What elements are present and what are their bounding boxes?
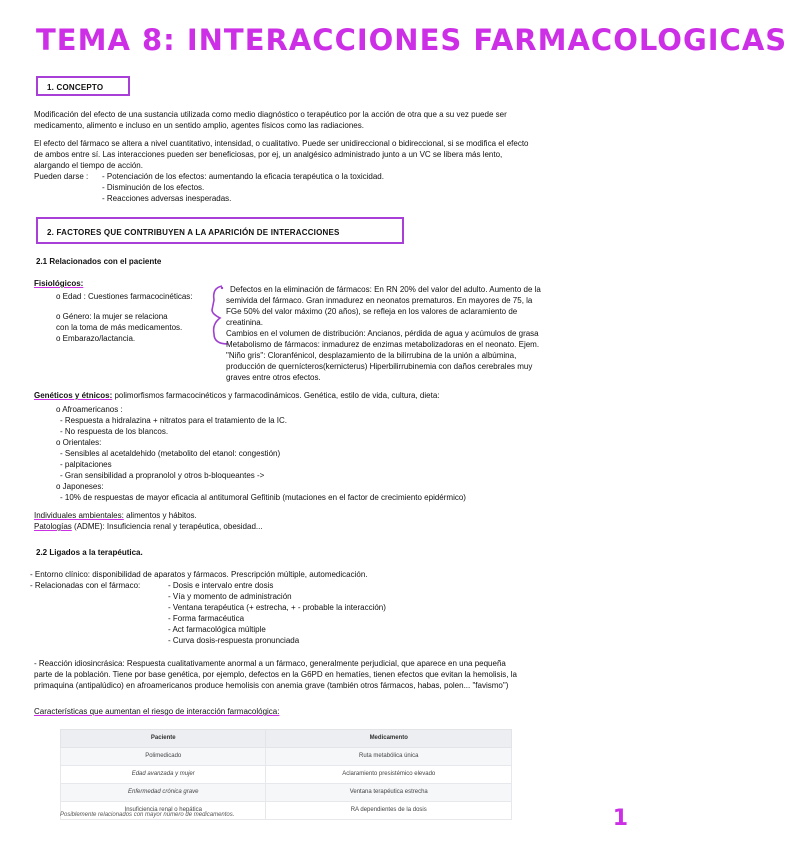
pathologies-text: (ADME): Insuficiencia renal y terapéutica, obesidad... [71, 522, 263, 531]
risk-table [60, 729, 512, 820]
table-cell: Insuficiencia renal o hepática [61, 802, 266, 820]
subsection-2-1: 2.1 Relacionados con el paciente [36, 257, 162, 266]
ethnic-item: - palpitaciones [60, 460, 112, 469]
table-cell: Ventana terapéutica estrecha [266, 784, 512, 802]
list-item: - Dosis e intervalo entre dosis [168, 581, 274, 590]
genetic-line [34, 391, 440, 401]
ethnic-item: - Gran sensibilidad a propranolol y otros b-bloqueantes -> [60, 471, 265, 480]
age-detail-line3: FGe 50% del valor máximo (20 años), se refleja en los valores de aclaramiento de [226, 307, 518, 316]
concept-p2-line3: alargando el tiempo de acción. [34, 161, 143, 170]
table-row [61, 784, 512, 802]
age-detail-line1: Defectos en la eliminación de fármacos: En RN 20% del valor del adulto. Aumento de la [230, 285, 541, 294]
drug-related-label: - Relacionadas con el fármaco: [30, 581, 141, 590]
section-2-heading-text: 2. FACTORES QUE CONTRIBUYEN A LA APARICIÓN DE INTERACCIONES [47, 228, 340, 237]
list-item: - Act farmacológica múltiple [168, 625, 266, 634]
environmental-text: alimentos y hábitos. [123, 511, 197, 520]
physiological-label: Fisiológicos: [34, 279, 84, 288]
concept-p1-line2: medicamento, alimento e incluso en un sentido amplio, agentes físicos como las radiaciones. [34, 121, 364, 130]
table-cell: Enfermedad crónica grave [61, 784, 266, 802]
clinical-environment: - Entorno clínico: disponibilidad de aparatos y fármacos. Prescripción múltiple, automedicación. [30, 570, 368, 579]
concept-p2-line2: de ambos entre sí. Las interacciones pueden ser beneficiosas, por ej, un analgésico administrado junto a un VC se libera más lento, [34, 150, 503, 159]
gender-item-line1: o Género: la mujer se relaciona [56, 312, 168, 321]
table-row [61, 766, 512, 784]
table-cell: Ruta metabólica única [266, 748, 512, 766]
table-cell: Edad avanzada y mujer [61, 766, 266, 784]
page-title: TEMA 8: INTERACCIONES FARMACOLOGICAS [36, 23, 787, 57]
column-header: Medicamento [266, 730, 512, 748]
list-item: - Vía y momento de administración [168, 592, 292, 601]
age-detail-line6: Metabolismo de fármacos: inmadurez de enzimas metabolizadoras en el neonato. Ejem. [226, 340, 540, 349]
subsection-2-2: 2.2 Ligados a la terapéutica. [36, 548, 143, 557]
list-item: - Disminución de los efectos. [102, 183, 205, 192]
idiosyncratic-line1: - Reacción idiosincrásica: Respuesta cualitativamente anormal a un fármaco, generalmente perjudicial, que aparece en una pequeña [34, 659, 506, 668]
table-cell: Polimedicado [61, 748, 266, 766]
age-detail-line9: graves entre otros efectos. [226, 373, 321, 382]
ethnic-item: - Respuesta a hidralazina + nitratos para el tratamiento de la IC. [60, 416, 288, 425]
age-detail-line8: producción de quernícteros(kernicterus) Hiperbilirrubinemia con daños cerebrales muy [226, 362, 533, 371]
table-caption: Posiblemente relacionados con mayor número de medicamentos. [60, 812, 235, 818]
age-detail-line5: Cambios en el volumen de distribución: Ancianos, pérdida de agua y acúmulos de grasa [226, 329, 539, 338]
age-detail-line7: "Niño gris": Cloranfénicol, desplazamiento de la bilirrubina de la unión a albúmina, [226, 351, 517, 360]
idiosyncratic-line2: parte de la población. Tiene por base genética, por ejemplo, defectos en la G6PD en hematíes, tienen efectos que evitan la hemolisis, la [34, 670, 517, 679]
pathologies-line [34, 522, 263, 532]
ethnic-item: o Afroamericanos : [56, 405, 123, 414]
pregnancy-item: o Embarazo/lactancia. [56, 334, 136, 343]
ethnic-item: o Orientales: [56, 438, 102, 447]
pathologies-label: Patologías [34, 522, 72, 531]
environmental-line [34, 511, 197, 521]
table-cell: RA dependientes de la dosis [266, 802, 512, 820]
ethnic-item: - 10% de respuestas de mayor eficacia al antitumoral Gefitinib (mutaciones en el factor de crecimiento epidérmico) [60, 493, 466, 502]
list-item: - Ventana terapéutica (+ estrecha, + - probable la interacción) [168, 603, 386, 612]
ethnic-item: o Japoneses: [56, 482, 104, 491]
ethnic-item: - Sensibles al acetaldehido (metabolito del etanol: congestión) [60, 449, 281, 458]
concept-p2-line1: El efecto del fármaco se altera a nivel cuantitativo, intensidad, o cualitativo. Puede ser unidireccional o bidireccional, si se modifica el efecto [34, 139, 529, 148]
concept-p1-line1: Modificación del efecto de una sustancia utilizada como medio diagnóstico o terapéutico por la acción de otra que a su vez puede ser [34, 110, 507, 119]
genetic-label: Genéticos y étnicos: [34, 391, 113, 400]
table-cell: Aclaramiento presistémico elevado [266, 766, 512, 784]
page-number: 1 [612, 805, 628, 831]
age-detail-line4: creatinina. [226, 318, 263, 327]
age-detail-line2: semivida del fármaco. Gran inmadurez en neonatos prematuros. En mayores de 75, la [226, 296, 533, 305]
risk-characteristics-heading: Características que aumentan el riesgo de interacción farmacológica: [34, 707, 280, 716]
column-header: Paciente [61, 730, 266, 748]
genetic-text: polimorfismos farmacocinéticos y farmacodinámicos. Genética, estilo de vida, cultura, dieta: [112, 391, 440, 400]
table-header-row [61, 730, 512, 748]
list-item: - Forma farmacéutica [168, 614, 245, 623]
list-item: - Curva dosis-respuesta pronunciada [168, 636, 300, 645]
list-item: - Potenciación de los efectos: aumentando la eficacia terapéutica o la toxicidad. [102, 172, 384, 181]
ethnic-item: - No respuesta de los blancos. [60, 427, 169, 436]
section-1-heading-text: 1. CONCEPTO [47, 83, 104, 92]
age-item: o Edad : Cuestiones farmacocinéticas: [56, 292, 193, 301]
table-row [61, 748, 512, 766]
gender-item-line2: con la toma de más medicamentos. [56, 323, 183, 332]
environmental-label: Individuales ambientales: [34, 511, 124, 520]
section-1-heading [36, 76, 130, 96]
section-2-heading [36, 217, 404, 244]
can-occur-label: Pueden darse : [34, 172, 89, 181]
list-item: - Reacciones adversas inesperadas. [102, 194, 232, 203]
idiosyncratic-line3: primaquina (antipalúdico) en afroamericanos produce hemolisis con anemia grave (también otros fármacos, habas, polen... "favismo") [34, 681, 509, 690]
